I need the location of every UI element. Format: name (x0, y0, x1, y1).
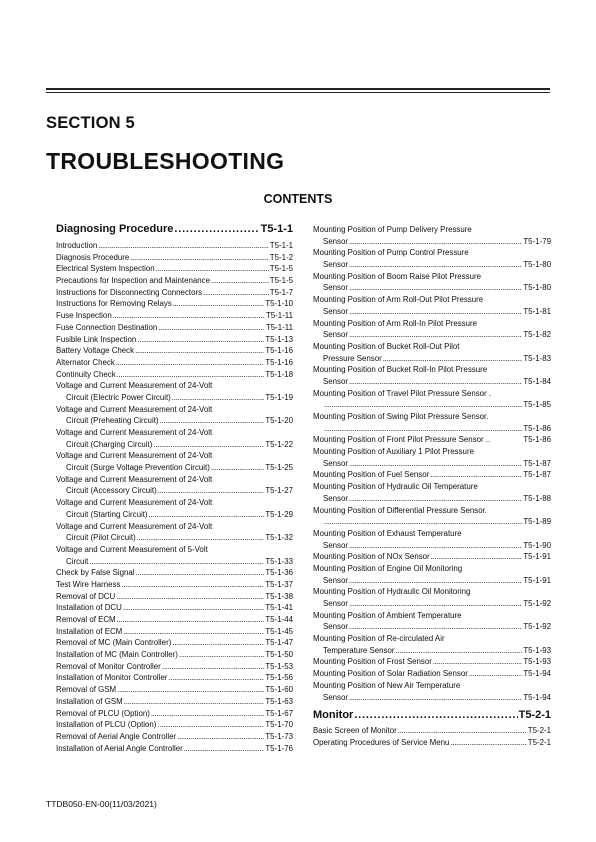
toc-entry[interactable] (56, 672, 293, 684)
toc-entry-title-line: Mounting Position of Pump Control Pressure (313, 248, 469, 258)
toc-entry-page: T5-1-63 (265, 696, 293, 706)
toc-entry-title: Battery Voltage Check (56, 346, 135, 356)
toc-entry-title-line: Voltage and Current Measurement of 24-Volt (56, 498, 213, 508)
dot-leader (349, 540, 522, 552)
dot-leader (430, 469, 522, 481)
dot-leader (89, 556, 264, 568)
toc-entry[interactable] (56, 696, 293, 708)
dot-leader (349, 329, 522, 341)
dot-leader (349, 236, 522, 248)
dot-leader (157, 719, 264, 731)
dot-leader (349, 692, 522, 704)
toc-entry-page: T5-1-56 (265, 673, 293, 683)
toc-entry-page: T5-1-60 (265, 685, 293, 695)
toc-entry-page: T5-1-81 (523, 306, 551, 316)
toc-entry[interactable] (56, 497, 293, 520)
dot-leader (158, 485, 265, 497)
toc-entry[interactable] (56, 287, 293, 299)
toc-entry[interactable] (313, 446, 551, 469)
toc-entry[interactable] (56, 591, 293, 603)
dot-leader (211, 462, 265, 474)
toc-entry-page: T5-1-16 (265, 346, 293, 356)
dot-leader (324, 516, 522, 528)
toc-entry-title: Installation of ECM (56, 626, 123, 636)
toc-entry[interactable] (56, 743, 293, 755)
toc-entry-page: T5-1-67 (265, 708, 293, 718)
toc-entry-title: Installation of Aerial Angle Controller (56, 743, 183, 753)
toc-entry[interactable] (56, 345, 293, 357)
toc-entry-title: Installation of Monitor Controller (56, 673, 168, 683)
dot-leader (121, 579, 264, 591)
toc-entry-title: Electrical System Inspection (56, 264, 155, 274)
toc-entry[interactable] (56, 614, 293, 626)
toc-entry[interactable] (56, 626, 293, 638)
toc-entry-title-line: Voltage and Current Measurement of 24-Volt (56, 474, 213, 484)
toc-entry[interactable] (56, 731, 293, 743)
dot-leader (149, 509, 265, 521)
toc-entry-title: Continuity Check (56, 369, 116, 379)
dot-leader (158, 322, 265, 334)
dot-leader (137, 532, 265, 544)
toc-entry-title-line: Mounting Position of Ambient Temperature (313, 610, 462, 620)
toc-entry-page: T5-1-38 (265, 591, 293, 601)
toc-entry[interactable] (313, 318, 551, 341)
toc-entry-title: Sensor (323, 493, 349, 503)
toc-entry-title: Mounting Position of Front Pilot Pressure Sensor .. (313, 435, 491, 445)
dot-leader (324, 423, 522, 435)
toc-entry[interactable] (313, 505, 551, 528)
toc-entry[interactable] (56, 544, 293, 567)
toc-left-column (56, 223, 293, 754)
toc-entry-title: Sensor (323, 283, 349, 293)
toc-entry[interactable] (56, 567, 293, 579)
dot-leader (396, 645, 523, 657)
toc-entry-page: T5-1-29 (265, 509, 293, 519)
toc-chapter-page: T5-1-1 (260, 223, 293, 235)
toc-chapter-page: T5-2-1 (518, 709, 551, 722)
toc-entry[interactable] (56, 579, 293, 591)
toc-entry[interactable] (56, 637, 293, 649)
dot-leader (433, 656, 523, 668)
toc-list (313, 224, 551, 703)
toc-entry-page: T5-1-47 (265, 638, 293, 648)
toc-entry-title: Installation of MC (Main Controller) (56, 650, 178, 660)
toc-entry[interactable] (56, 708, 293, 720)
dot-leader (117, 684, 264, 696)
dot-leader (177, 731, 264, 743)
toc-entry-page: T5-1-37 (265, 579, 293, 589)
dot-leader (469, 668, 523, 680)
dot-leader (151, 708, 265, 720)
toc-entry[interactable] (56, 649, 293, 661)
toc-entry-title-line: Voltage and Current Measurement of 24-Volt (56, 404, 213, 414)
toc-entry-title-line: Mounting Position of Hydraulic Oil Monitoring (313, 587, 471, 597)
dot-leader (450, 737, 526, 749)
toc-entry-page: T5-1-11 (265, 322, 293, 332)
toc-entry-title: Circuit (Charging Circuit) (66, 439, 153, 449)
toc-entry-page: T5-1-1 (269, 241, 293, 250)
toc-entry-title: Sensor (323, 458, 349, 468)
dot-leader (124, 696, 265, 708)
toc-entry-page: T5-1-7 (269, 287, 293, 297)
toc-entry-title-line: Mounting Position of Swing Pilot Pressure Sensor. (313, 412, 489, 421)
toc-entry-page: T5-1-18 (265, 369, 293, 379)
toc-entry-page: T5-1-2 (269, 252, 293, 262)
toc-entry[interactable] (56, 404, 293, 427)
dot-leader (431, 551, 523, 563)
toc-entry[interactable] (313, 481, 551, 504)
toc-entry[interactable] (313, 364, 551, 387)
toc-entry[interactable] (56, 719, 293, 731)
toc-entry[interactable] (313, 668, 551, 680)
toc-entry-title: Installation of GSM (56, 696, 123, 706)
dot-leader (162, 661, 265, 673)
toc-entry-page: T5-1-85 (523, 400, 551, 410)
toc-entry-title: Test Wire Harness (56, 579, 121, 589)
dot-leader (349, 306, 522, 318)
toc-entry-page: T5-1-94 (523, 692, 551, 702)
toc-entry[interactable] (56, 310, 293, 322)
dot-leader (349, 376, 522, 388)
dot-leader (117, 369, 265, 381)
section-title: TROUBLESHOOTING (46, 148, 285, 174)
toc-entry-title: Basic Screen of Monitor (313, 726, 397, 736)
toc-entry[interactable] (313, 294, 551, 317)
toc-list (56, 240, 293, 754)
toc-entry-title-line: Mounting Position of Bucket Roll-In Pilot Pressure (313, 365, 488, 375)
toc-entry[interactable] (313, 656, 551, 668)
toc-entry-title: Operating Procedures of Service Menu (313, 737, 450, 747)
toc-entry-page: T5-1-25 (265, 463, 293, 473)
dot-leader (179, 649, 264, 661)
dot-leader (349, 493, 522, 505)
toc-entry-title-line: Mounting Position of Hydraulic Oil Temperature (313, 482, 478, 492)
dot-leader (160, 415, 265, 427)
toc-entry-page: T5-1-93 (523, 657, 551, 667)
toc-entry-title-line: Mounting Position of Re-circulated Air (313, 634, 445, 644)
toc-entry-title-line: Voltage and Current Measurement of 5-Volt (56, 544, 208, 554)
toc-entry-title: Diagnosis Procedure (56, 252, 130, 262)
toc-entry-title-line: Mounting Position of Boom Raise Pilot Pressure (313, 271, 481, 281)
toc-entry-title: Removal of PLCU (Option) (56, 708, 150, 718)
toc-entry[interactable] (313, 633, 551, 656)
toc-entry-title: Circuit (66, 556, 89, 566)
toc-entry[interactable] (313, 528, 551, 551)
toc-entry-title: Sensor (323, 236, 349, 246)
toc-entry-page: T5-1-36 (265, 568, 293, 578)
toc-entry-title: Sensor (323, 306, 349, 316)
toc-entry-title-line: Voltage and Current Measurement of 24-Volt (56, 521, 213, 531)
document-id: TTDB050-EN-00(11/03/2021) (46, 799, 157, 809)
toc-entry-title: Instructions for Removing Relays (56, 299, 172, 309)
toc-entry-page: T5-1-16 (265, 357, 293, 367)
toc-entry[interactable] (313, 271, 551, 294)
toc-entry-page: T5-1-70 (265, 720, 293, 730)
toc-entry-title: Mounting Position of Frost Sensor (313, 657, 432, 667)
toc-entry-title: Sensor (323, 599, 349, 608)
toc-entry-title: Instructions for Disconnecting Connectors (56, 287, 203, 297)
toc-chapter-title: Diagnosing Procedure (56, 223, 174, 235)
toc-entry[interactable] (56, 602, 293, 614)
dot-leader (203, 287, 269, 299)
toc-entry-page: T5-1-19 (265, 392, 293, 402)
toc-entry-title-line: Mounting Position of Pump Delivery Pressure (313, 225, 472, 234)
toc-entry-page: T5-1-10 (265, 299, 293, 309)
dot-leader (349, 458, 522, 470)
toc-entry-title: Check by False Signal (56, 568, 135, 578)
toc-entry-page: T5-1-92 (523, 622, 551, 632)
toc-entry-page: T5-2-1 (527, 737, 551, 747)
toc-entry-page: T5-1-41 (265, 603, 293, 613)
dot-leader (184, 743, 265, 755)
dot-leader (136, 567, 265, 579)
toc-entry-page: T5-1-79 (523, 236, 551, 246)
toc-entry-title: Sensor (323, 622, 349, 632)
toc-entry-title: Fuse Inspection (56, 311, 112, 321)
dot-leader (153, 439, 264, 451)
toc-entry-page: T5-1-87 (523, 458, 551, 468)
toc-entry-title: Installation of DCU (56, 603, 122, 613)
toc-entry[interactable] (56, 357, 293, 369)
dot-leader (135, 345, 264, 357)
toc-entry-title: Mounting Position of Solar Radiation Sensor (313, 669, 468, 679)
toc-entry-page: T5-1-83 (523, 353, 551, 363)
toc-entry-page: T5-1-94 (523, 669, 551, 679)
toc-entry-title: Sensor (323, 540, 349, 550)
toc-entry[interactable] (313, 434, 551, 446)
toc-entry-page: T5-1-5 (269, 264, 293, 274)
dot-leader (116, 591, 264, 603)
toc-entry-title: Introduction (56, 241, 98, 250)
dot-leader (349, 282, 522, 294)
toc-entry[interactable] (313, 469, 551, 481)
toc-entry[interactable] (56, 684, 293, 696)
toc-chapter-heading[interactable] (313, 709, 551, 723)
dot-leader (398, 725, 527, 737)
toc-entry-page: T5-1-87 (523, 470, 551, 480)
dot-leader (98, 240, 269, 252)
toc-entry-title: Temperature Sensor (323, 645, 395, 655)
toc-entry-title-line: Mounting Position of Bucket Roll-Out Pilot (313, 341, 460, 351)
toc-entry-page: T5-1-73 (265, 731, 293, 741)
dot-leader (349, 598, 522, 610)
toc-entry-title: Removal of GSM (56, 685, 117, 695)
toc-entry-title: Circuit (Pilot Circuit) (66, 533, 136, 543)
toc-entry[interactable] (56, 427, 293, 450)
dot-leader (113, 310, 265, 322)
toc-entry-title: Sensor (323, 692, 349, 702)
dot-leader (156, 263, 269, 275)
toc-chapter-heading[interactable] (56, 223, 293, 237)
toc-right-column (313, 223, 551, 749)
toc-entry-title-line: Mounting Position of Auxiliary 1 Pilot Pressure (313, 447, 474, 457)
toc-entry[interactable] (313, 411, 551, 434)
toc-entry-title: Sensor (323, 575, 349, 585)
toc-entry-page: T5-2-1 (527, 726, 551, 736)
toc-entry-title-line: Mounting Position of Exhaust Temperature (313, 528, 462, 538)
dot-leader (173, 298, 265, 310)
toc-entry[interactable] (56, 380, 293, 403)
toc-entry-page: T5-1-91 (523, 575, 551, 585)
toc-entry-page: T5-1-89 (523, 517, 551, 527)
toc-entry[interactable] (56, 661, 293, 673)
toc-entry-title-line: Voltage and Current Measurement of 24-Volt (56, 381, 213, 391)
toc-entry-title: Removal of Monitor Controller (56, 661, 161, 671)
toc-entry-title: Sensor (323, 376, 349, 386)
toc-chapter-title: Monitor (313, 709, 354, 722)
toc-entry-page: T5-1-88 (523, 493, 551, 503)
toc-entry-title-line: Mounting Position of Travel Pilot Pressure Sensor . (313, 388, 492, 398)
toc-entry-title: Precautions for Inspection and Maintenance (56, 276, 210, 286)
toc-entry-title: Removal of DCU (56, 591, 116, 601)
toc-entry-page: T5-1-82 (523, 330, 551, 340)
toc-entry-title-line: Mounting Position of Arm Roll-In Pilot Pressure (313, 318, 478, 328)
toc-entry-title: Circuit (Accessory Circuit) (66, 486, 157, 496)
toc-entry-title: Alternator Check (56, 357, 115, 367)
toc-entry[interactable] (56, 334, 293, 346)
toc-entry[interactable] (313, 563, 551, 586)
toc-entry-page: T5-1-33 (265, 556, 293, 566)
toc-entry[interactable] (313, 388, 551, 411)
toc-entry-page: T5-1-20 (265, 416, 293, 426)
toc-entry-title-line: Voltage and Current Measurement of 24-Volt (56, 451, 213, 461)
toc-entry-title: Pressure Sensor (323, 353, 382, 363)
toc-entry[interactable] (313, 610, 551, 633)
toc-entry-title: Circuit (Electric Power Circuit) (66, 392, 171, 402)
toc-entry-page: T5-1-86 (523, 423, 551, 433)
toc-entry-page: T5-1-44 (265, 615, 293, 624)
toc-entry-title: Sensor (323, 260, 349, 270)
dot-leader (168, 672, 264, 684)
toc-entry-page: T5-1-45 (265, 626, 293, 636)
dot-leader (349, 575, 522, 587)
header-rule-thin (46, 92, 550, 93)
dot-leader (117, 614, 265, 626)
dot-leader (123, 602, 265, 614)
toc-entry[interactable] (56, 450, 293, 473)
toc-entry-title: Sensor (323, 330, 349, 340)
toc-entry-page: T5-1-32 (265, 533, 293, 543)
toc-entry-page: T5-1-80 (523, 260, 551, 270)
toc-entry-title: Removal of MC (Main Controller) (56, 638, 172, 648)
toc-entry-page: T5-1-76 (265, 743, 293, 753)
toc-entry-title: Circuit (Surge Voltage Prevention Circuit) (66, 463, 210, 473)
toc-entry-page: T5-1-90 (523, 540, 551, 550)
dot-leader (123, 626, 264, 638)
toc-entry[interactable] (313, 725, 551, 737)
dot-leader (116, 357, 265, 369)
toc-entry-title-line: Voltage and Current Measurement of 24-Volt (56, 428, 213, 437)
dot-leader (137, 334, 264, 346)
dot-leader (172, 392, 265, 404)
toc-entry-page: T5-1-53 (265, 661, 293, 671)
toc-entry-title-line: Mounting Position of New Air Temperature (313, 680, 461, 690)
toc-entry[interactable] (313, 247, 551, 270)
dot-leader (383, 353, 523, 365)
toc-entry[interactable] (56, 474, 293, 497)
toc-entry[interactable] (56, 521, 293, 544)
dot-leader (349, 621, 522, 633)
toc-list (313, 725, 551, 748)
toc-entry[interactable] (313, 586, 551, 609)
toc-entry[interactable] (56, 263, 293, 275)
toc-entry-page: T5-1-22 (265, 439, 293, 449)
toc-entry[interactable] (56, 369, 293, 381)
toc-entry[interactable] (56, 240, 293, 252)
toc-entry-title: Removal of Aerial Angle Controller (56, 731, 177, 741)
toc-entry-title: Mounting Position of Fuel Sensor (313, 470, 430, 480)
toc-entry-page: T5-1-80 (523, 283, 551, 293)
toc-entry-title-line: Mounting Position of Differential Pressure Sensor. (313, 505, 487, 515)
toc-entry[interactable] (313, 737, 551, 749)
toc-entry[interactable] (56, 252, 293, 264)
contents-heading: CONTENTS (263, 192, 333, 206)
toc-entry[interactable] (56, 275, 293, 287)
toc-entry-title: Mounting Position of NOx Sensor (313, 552, 430, 562)
toc-entry-page: T5-1-50 (265, 650, 293, 660)
toc-entry-page: T5-1-91 (523, 552, 551, 562)
dot-leader (211, 275, 269, 287)
toc-entry-title: Fuse Connection Destination (56, 322, 158, 332)
toc-entry-page: T5-1-84 (523, 376, 551, 386)
dot-leader (130, 252, 269, 264)
toc-entry-page: T5-1-11 (265, 311, 293, 321)
toc-entry[interactable] (56, 298, 293, 310)
dot-leader (172, 637, 264, 649)
toc-entry[interactable] (313, 224, 551, 247)
toc-entry-title: Installation of PLCU (Option) (56, 720, 157, 730)
toc-entry-page: T5-1-93 (523, 645, 551, 655)
toc-entry[interactable] (313, 680, 551, 703)
toc-entry-title: Circuit (Starting Circuit) (66, 509, 148, 519)
dot-leader (324, 399, 522, 411)
toc-entry[interactable] (313, 551, 551, 563)
toc-entry-page: T5-1-27 (265, 486, 293, 496)
toc-entry-title: Fusible Link Inspection (56, 334, 137, 344)
toc-entry-page: T5-1-92 (523, 599, 551, 608)
toc-entry-page: T5-1-86 (523, 435, 551, 445)
dot-leader (349, 259, 522, 271)
toc-entry-page: T5-1-5 (269, 276, 293, 286)
toc-entry[interactable] (313, 341, 551, 364)
toc-entry-title: Removal of ECM (56, 615, 116, 624)
header-rule-thick (46, 88, 550, 90)
toc-entry-page: T5-1-13 (265, 334, 293, 344)
section-label: SECTION 5 (46, 114, 135, 132)
toc-entry-title-line: Mounting Position of Arm Roll-Out Pilot Pressure (313, 295, 484, 305)
toc-entry[interactable] (56, 322, 293, 334)
toc-entry-title-line: Mounting Position of Engine Oil Monitoring (313, 563, 463, 573)
toc-entry-title: Circuit (Preheating Circuit) (66, 416, 159, 426)
